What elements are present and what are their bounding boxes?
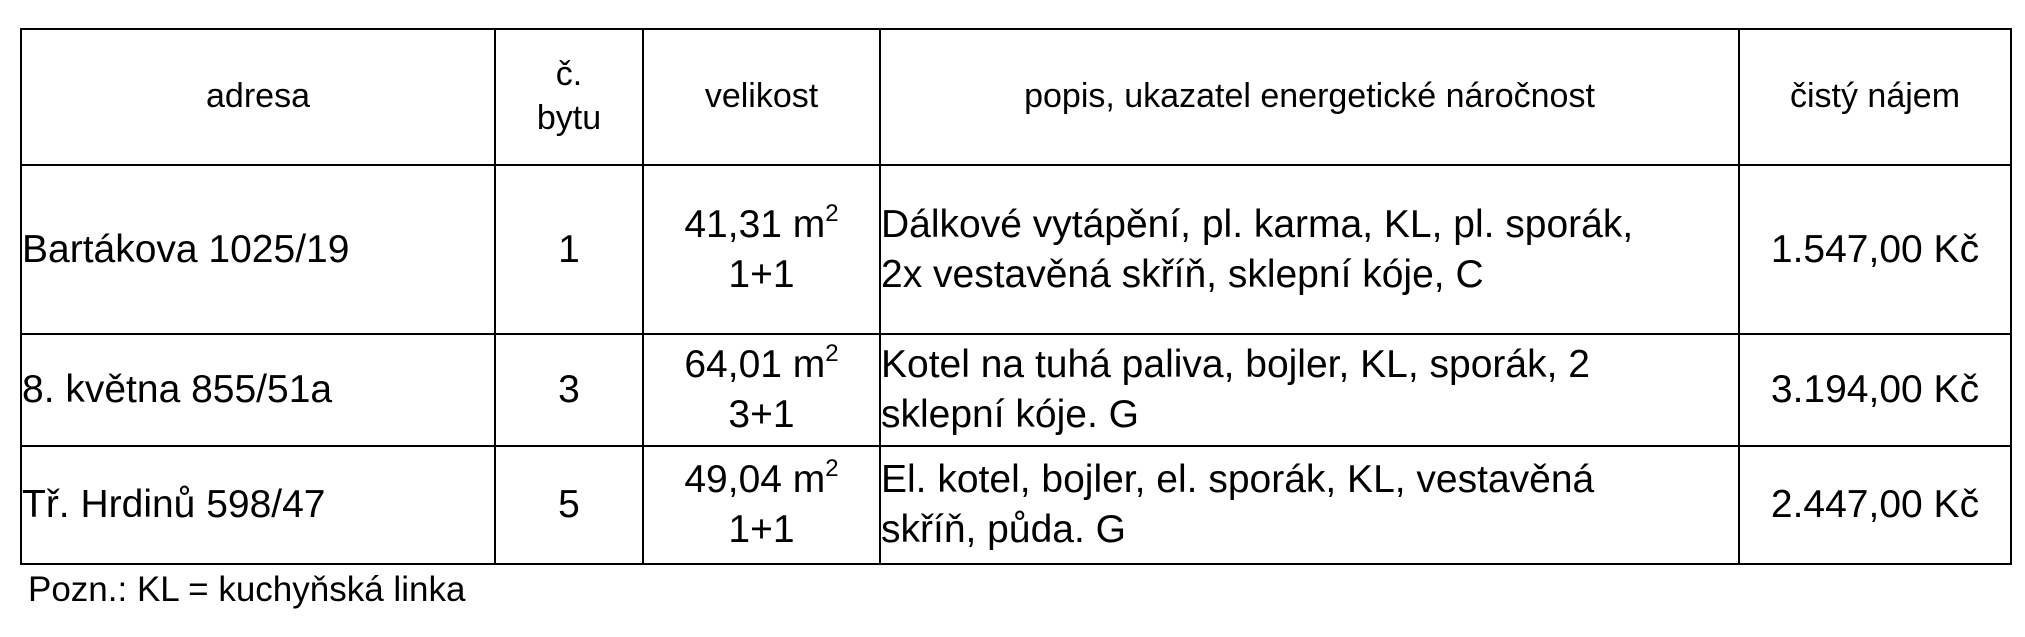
cell-flat-number: 3 [495,334,643,446]
cell-size [643,165,880,334]
cell-description [880,446,1739,564]
area-unit-superscript: 2 [825,199,839,227]
flat-layout: 3+1 [728,393,795,436]
table-row [21,446,2011,564]
header-address: adresa [21,29,495,165]
description-line2: sklepní kóje. G [881,393,1139,436]
cell-size [643,334,880,446]
cell-flat-number: 5 [495,446,643,564]
cell-description [880,165,1739,334]
table-row [21,334,2011,446]
header-description: popis, ukazatel energetické náročnost [880,29,1739,165]
cell-rent: 1.547,00 Kč [1739,165,2011,334]
area-value [644,200,879,250]
description-line2: 2x vestavěná skříň, sklepní kóje, C [881,252,1484,296]
cell-flat-number: 1 [495,165,643,334]
cell-address: Tř. Hrdinů 598/47 [21,446,495,564]
cell-rent: 3.194,00 Kč [1739,334,2011,446]
table-row [21,165,2011,334]
area-text: 64,01 m [684,343,826,387]
area-value [644,340,879,390]
header-rent: čistý nájem [1739,29,2011,165]
cell-description [880,334,1739,446]
area-text: 49,04 m [684,458,826,502]
header-flat-number-line2: bytu [536,99,602,137]
header-flat-number-line1: č. [555,55,583,94]
flat-layout: 1+1 [728,508,795,551]
description-line1: Dálkové vytápění, pl. karma, KL, pl. sporák, [881,202,1634,246]
description-line2: skříň, půda. G [881,508,1126,551]
header-flat-number [495,29,643,165]
cell-size [643,446,880,564]
area-value [644,455,879,505]
area-unit-superscript: 2 [825,455,839,483]
table-header-row [21,29,2011,165]
description-line1: Kotel na tuhá paliva, bojler, KL, sporák, 2 [881,343,1590,387]
area-unit-superscript: 2 [825,340,839,368]
description-line1: El. kotel, bojler, el. sporák, KL, vestavěná [881,458,1595,502]
area-text: 41,31 m [684,202,826,246]
cell-address: Bartákova 1025/19 [21,165,495,334]
cell-rent: 2.447,00 Kč [1739,446,2011,564]
rental-flats-table [20,28,2012,565]
flat-layout: 1+1 [728,252,795,296]
header-size: velikost [643,29,880,165]
cell-address: 8. května 855/51a [21,334,495,446]
footnote: Pozn.: KL = kuchyňská linka [28,570,466,609]
